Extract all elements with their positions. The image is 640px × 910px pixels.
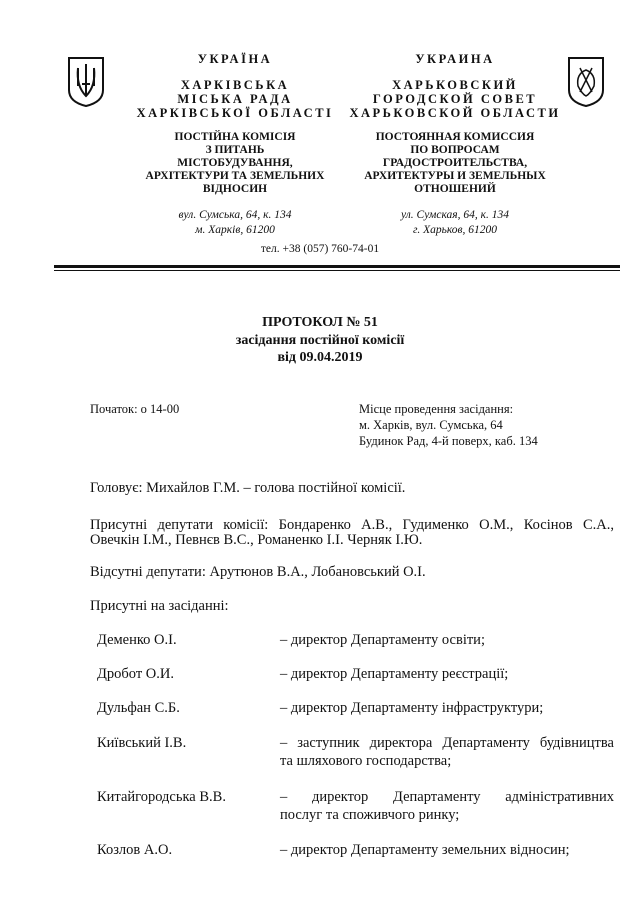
venue-line: м. Харків, вул. Сумська, 64 xyxy=(359,418,503,432)
attendees-label: Присутні на засіданні: xyxy=(90,598,229,614)
address-line: ул. Сумская, 64, к. 134 xyxy=(400,209,510,221)
country-ru: УКРАИНА xyxy=(415,52,495,66)
present-deputies-line-2: Овечкін І.М., Певнєв В.С., Романенко І.І. Черняк І.Ю. xyxy=(90,532,423,548)
attendee-name: Деменко О.І. xyxy=(97,632,177,648)
attendee-role: – директор Департаменту адміністративних xyxy=(280,789,614,805)
present-deputies-line-1: Присутні депутати комісії: Бондаренко А.В., Гудименко О.М., Косінов С.А., xyxy=(90,517,614,533)
commission-name-ua xyxy=(130,131,340,196)
protocol-title: ПРОТОКОЛ № 51 xyxy=(262,315,378,330)
chair-line: Головує: Михайлов Г.М. – голова постійної комісії. xyxy=(90,480,406,496)
address-ua xyxy=(140,208,330,238)
header-divider-thin xyxy=(54,270,620,271)
commission-line: ПОСТІЙНА КОМІСІЯ xyxy=(174,131,296,143)
header-divider-thick xyxy=(54,265,620,268)
commission-line: ПОСТОЯННАЯ КОМИССИЯ xyxy=(375,131,535,143)
kharkiv-coat-of-arms-icon xyxy=(566,56,606,108)
country-ua: УКРАЇНА xyxy=(197,52,273,66)
venue xyxy=(359,401,609,449)
council-line-3: ХАРЬКОВСКОЙ ОБЛАСТИ xyxy=(349,106,561,120)
council-line-1: ХАРЬКОВСКИЙ xyxy=(392,78,518,92)
council-line-1: ХАРКІВСЬКА xyxy=(180,78,290,92)
commission-line: АРХІТЕКТУРИ ТА ЗЕМЕЛЬНИХ xyxy=(145,170,325,182)
commission-line: З ПИТАНЬ xyxy=(205,144,265,156)
attendee-name: Дробот О.И. xyxy=(97,666,174,682)
attendee-name: Дульфан С.Б. xyxy=(97,700,180,716)
venue-label: Місце проведення засідання: xyxy=(359,402,514,416)
start-time: Початок: о 14-00 xyxy=(90,402,180,416)
attendee-role: – директор Департаменту реєстрації; xyxy=(280,666,509,682)
phone-number: тел. +38 (057) 760-74-01 xyxy=(260,243,380,255)
address-ru xyxy=(360,208,550,238)
absent-deputies: Відсутні депутати: Арутюнов В.А., Лобановський О.І. xyxy=(90,564,426,580)
attendee-role: – директор Департаменту земельних відносин; xyxy=(280,842,570,858)
protocol-subtitle: засідання постійної комісії xyxy=(235,333,405,348)
attendee-role-cont: послуг та споживчого ринку; xyxy=(280,807,460,823)
attendee-role: – директор Департаменту освіти; xyxy=(280,632,485,648)
council-line-2: МІСЬКА РАДА xyxy=(177,92,293,106)
attendee-role: – заступник директора Департаменту будівництва xyxy=(280,735,614,751)
commission-line: ОТНОШЕНИЙ xyxy=(414,183,496,195)
council-line-3: ХАРКІВСЬКОЇ ОБЛАСТІ xyxy=(136,106,334,120)
commission-line: ГРАДОСТРОИТЕЛЬСТВА, xyxy=(382,157,528,169)
commission-name-ru xyxy=(355,131,555,196)
protocol-date: від 09.04.2019 xyxy=(277,350,363,365)
commission-line: АРХИТЕКТУРЫ И ЗЕМЕЛЬНЫХ xyxy=(364,170,546,182)
attendee-name: Козлов А.О. xyxy=(97,842,173,858)
council-name-ua xyxy=(130,78,340,120)
trident-coat-of-arms-icon xyxy=(66,56,106,108)
commission-line: МІСТОБУДУВАННЯ, xyxy=(177,157,293,169)
attendee-name: Київський І.В. xyxy=(97,735,187,751)
address-line: м. Харків, 61200 xyxy=(195,224,275,236)
council-line-2: ГОРОДСКОЙ СОВЕТ xyxy=(372,92,538,106)
commission-line: ПО ВОПРОСАМ xyxy=(410,144,500,156)
venue-line: Будинок Рад, 4-й поверх, каб. 134 xyxy=(359,434,538,448)
commission-line: ВІДНОСИН xyxy=(202,183,268,195)
attendee-role: – директор Департаменту інфраструктури; xyxy=(280,700,544,716)
address-line: вул. Сумська, 64, к. 134 xyxy=(178,209,292,221)
attendee-role-cont: та шляхового господарства; xyxy=(280,753,452,769)
council-name-ru xyxy=(330,78,580,120)
address-line: г. Харьков, 61200 xyxy=(412,224,498,236)
attendee-name: Китайгородська В.В. xyxy=(97,789,226,805)
